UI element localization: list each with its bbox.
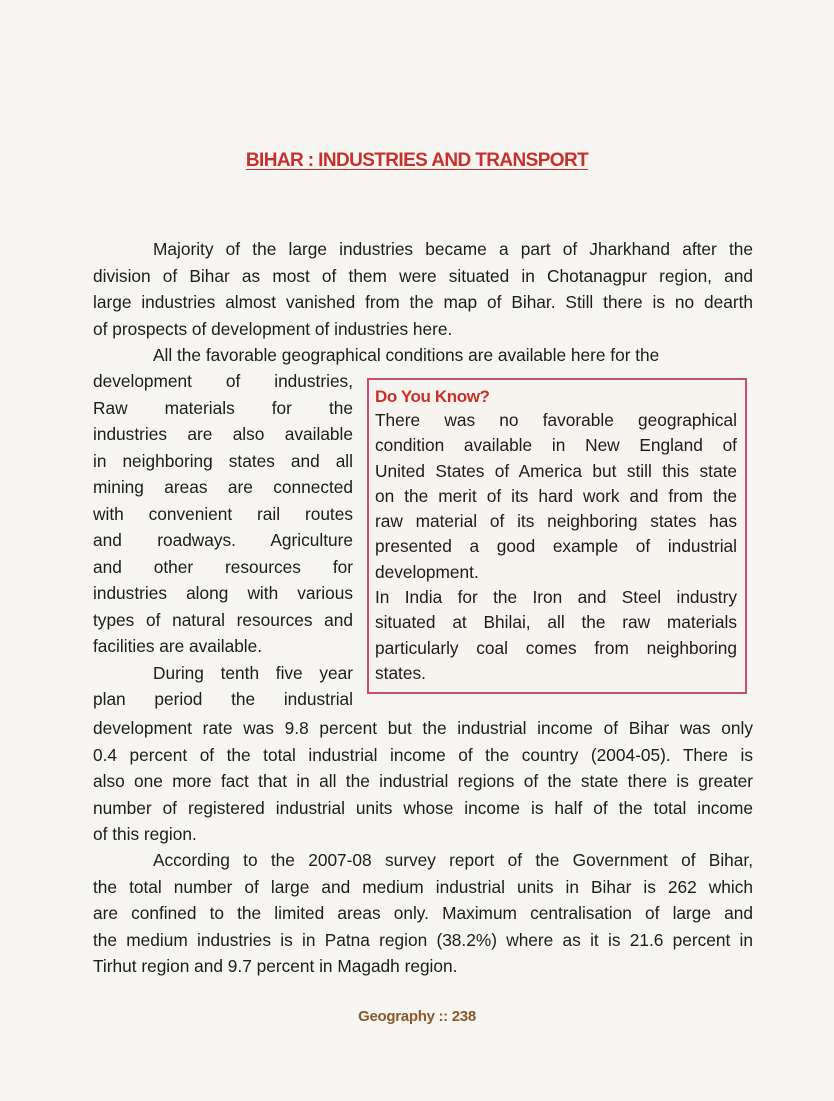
- text-line: Tirhut region and 9.7 percent in Magadh region.: [93, 956, 458, 976]
- text-line: of this region.: [93, 824, 197, 844]
- box-line: In India for the Iron and Steel industry: [375, 587, 737, 608]
- text-line: 0.4 percent of the total industrial income of the country (2004-05). There is: [93, 744, 753, 765]
- text-line: and roadways. Agriculture: [93, 530, 353, 550]
- text-line: are confined to the limited areas only. Maximum centralisation of large and: [93, 903, 753, 923]
- text-line: number of registered industrial units whose income is half of the total income: [93, 797, 753, 818]
- text-line: During tenth five year: [153, 662, 353, 683]
- text-line: Raw materials for the: [93, 397, 353, 418]
- box-line: situated at Bhilai, all the raw materials: [375, 612, 737, 633]
- box-line: on the merit of its hard work and from the: [375, 485, 737, 506]
- do-you-know-heading: Do You Know?: [375, 387, 490, 406]
- box-line: particularly coal comes from neighboring: [375, 637, 737, 658]
- chapter-title: BIHAR : INDUSTRIES AND TRANSPORT: [245, 150, 589, 171]
- text-line: of prospects of development of industries here.: [93, 318, 453, 339]
- box-line: states.: [375, 662, 426, 683]
- text-line: with convenient rail routes: [93, 503, 353, 524]
- box-line: presented a good example of industrial: [375, 536, 737, 557]
- text-line: the total number of large and medium industrial units in Bihar is 262 which: [93, 876, 753, 897]
- paragraph-survey-report: [93, 847, 753, 980]
- box-line: development.: [375, 561, 479, 582]
- text-line: the medium industries is in Patna region (38.2%) where as it is 21.6 percent in: [93, 929, 753, 950]
- text-line: facilities are available.: [93, 636, 263, 656]
- text-line: division of Bihar as most of them were situated in Chotanagpur region, and: [93, 265, 753, 286]
- text-line: development rate was 9.8 percent but the industrial income of Bihar was only: [93, 718, 753, 738]
- box-line: condition available in New England of: [375, 435, 737, 456]
- text-line: types of natural resources and: [93, 609, 353, 630]
- text-line: plan period the industrial: [93, 689, 353, 709]
- box-line: There was no favorable geographical: [375, 410, 737, 430]
- text-line: also one more fact that in all the industrial regions of the state there is greater: [93, 771, 753, 791]
- paragraph-conditions-first-line: All the favorable geographical conditions are available here for the: [153, 345, 660, 365]
- text-line: industries are also available: [93, 424, 353, 444]
- text-line: large industries almost vanished from the map of Bihar. Still there is no dearth: [93, 292, 753, 312]
- box-line: raw material of its neighboring states has: [375, 511, 737, 532]
- text-line: mining areas are connected: [93, 477, 353, 497]
- do-you-know-body: [375, 408, 737, 686]
- text-line: and other resources for: [93, 556, 353, 577]
- paragraph-intro: [93, 236, 753, 342]
- text-line: in neighboring states and all: [93, 450, 353, 471]
- do-you-know-box: [367, 378, 747, 694]
- text-line: development of industries,: [93, 371, 353, 391]
- text-line: industries along with various: [93, 583, 353, 603]
- page-footer: Geography :: 238: [358, 1008, 476, 1025]
- text-line: Majority of the large industries became a part of Jharkhand after the: [153, 239, 753, 259]
- text-line: According to the 2007-08 survey report of the Government of Bihar,: [153, 850, 753, 870]
- paragraph-tenth-plan: [93, 715, 753, 848]
- paragraph-conditions-column: [93, 368, 353, 713]
- box-line: United States of America but still this state: [375, 460, 737, 481]
